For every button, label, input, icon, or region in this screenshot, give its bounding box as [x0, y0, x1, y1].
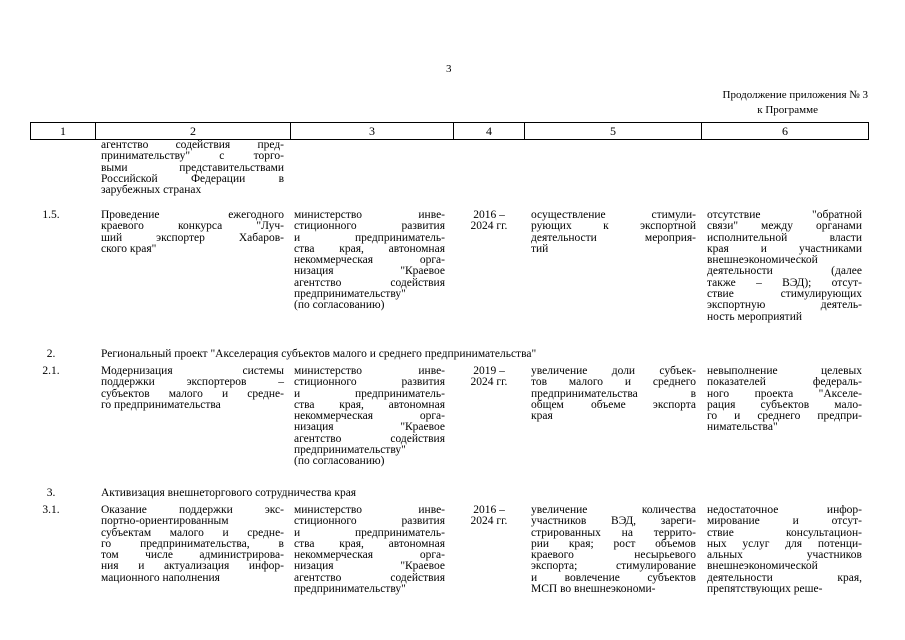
expected-result-line: рующих к экспортной — [531, 220, 696, 233]
period-line: 2019 – — [473, 365, 505, 377]
responsible-executor-line: и предприниматель- — [294, 526, 445, 539]
consequences-line: го и среднего предпри- — [707, 410, 862, 423]
row-number: 1.5. — [42, 209, 60, 221]
period-line: 2024 гг. — [470, 220, 508, 233]
column-header-5: 5 — [525, 123, 702, 140]
consequences-line: рация субъектов мало- — [707, 398, 862, 411]
consequences-line: внешнеэкономической — [707, 560, 818, 573]
event-name-line: ния и актуализация инфор- — [101, 560, 284, 573]
period-line: 2024 гг. — [470, 376, 508, 389]
event-name — [101, 210, 284, 255]
expected-result-line: участников ВЭД, зареги- — [531, 515, 696, 528]
responsible-executor-line: и предприниматель- — [294, 231, 445, 244]
expected-result-line: тов малого и среднего — [531, 376, 696, 389]
expected-result-line: общем объеме экспорта — [531, 398, 696, 411]
responsible-executor-line: ства края, автономная — [294, 537, 445, 550]
event-name-line: го предпринимательства — [101, 398, 221, 411]
consequences-line: недостаточное инфор- — [707, 504, 862, 516]
period — [462, 505, 516, 528]
responsible-executor-line: стиционного развития — [294, 376, 445, 389]
consequences-line: деятельности (далее — [707, 265, 862, 278]
event-name-line: мационного наполнения — [101, 571, 220, 584]
continuation-line-2: к Программе — [757, 104, 818, 116]
expected-result-line: экспорта; стимулирование — [531, 560, 696, 573]
period-line: 2024 гг. — [470, 515, 508, 528]
consequences — [707, 505, 862, 595]
expected-result-line: осуществление стимули- — [531, 209, 696, 221]
responsible-executor-line: министерство инве- — [294, 504, 445, 516]
section-title: Региональный проект "Акселерация субъектов малого и среднего предпринимательства" — [101, 348, 537, 360]
event-name-line: поддержки экспортеров – — [101, 376, 284, 389]
event-name-line: субъектов малого и средне- — [101, 387, 284, 400]
row-number: 3. — [46, 487, 56, 499]
expected-result — [531, 210, 696, 255]
column-header-4: 4 — [454, 123, 525, 140]
continuation-note — [723, 88, 868, 118]
consequences-line: ствие стимулирующих — [707, 288, 862, 301]
column-header-1: 1 — [31, 123, 96, 140]
consequences-line: экспортную деятель- — [707, 299, 862, 312]
column-header-row — [30, 122, 869, 140]
consequences-line: внешнеэкономической — [707, 254, 818, 267]
expected-result-line: увеличение доли субъек- — [531, 365, 696, 377]
responsible-executor-line: ства края, автономная — [294, 398, 445, 411]
expected-result-line: тий — [531, 242, 549, 255]
fragment-text-line: выми представительствами — [101, 161, 284, 174]
consequences-line: нимательства" — [707, 421, 778, 434]
fragment-text-line: Российской Федерации в — [101, 172, 284, 185]
expected-result — [531, 505, 696, 595]
expected-result-line: МСП во внешнеэкономи- — [531, 583, 656, 596]
fragment-text-line: принимательству" с торго- — [101, 150, 284, 163]
responsible-executor-line: низация "Краевое — [294, 421, 445, 434]
section-title: Активизация внешнеторгового сотрудничества края — [101, 487, 357, 499]
expected-result-line: краевого несырьевого — [531, 549, 696, 562]
expected-result-line: деятельности мероприя- — [531, 231, 696, 244]
responsible-executor-line: некоммерческая орга- — [294, 549, 445, 562]
consequences-line: ность мероприятий — [707, 310, 803, 323]
column-header-6: 6 — [702, 123, 869, 140]
event-name — [101, 366, 284, 411]
period-line: 2016 – — [473, 504, 505, 516]
event-name-line: Проведение ежегодного — [101, 209, 284, 221]
event-name — [101, 505, 284, 584]
event-name-line: субъектам малого и средне- — [101, 526, 284, 539]
responsible-executor-line: предпринимательству" — [294, 288, 406, 301]
consequences-line: отсутствие "обратной — [707, 209, 862, 221]
consequences-line: ствие консультацион- — [707, 526, 862, 539]
responsible-executor-line: министерство инве- — [294, 365, 445, 377]
responsible-executor-line: агентство содействия — [294, 432, 445, 445]
expected-result — [531, 366, 696, 422]
responsible-executor — [294, 210, 445, 312]
responsible-executor-line: низация "Краевое — [294, 265, 445, 278]
consequences-line: невыполнение целевых — [707, 365, 862, 377]
expected-result-line: стрированных на террито- — [531, 526, 696, 539]
page-number: 3 — [446, 63, 452, 75]
column-header-3: 3 — [291, 123, 454, 140]
fragment-text-line: зарубежных странах — [101, 184, 202, 197]
consequences — [707, 210, 862, 323]
responsible-executor-line: министерство инве- — [294, 209, 445, 221]
expected-result-line: рии края; рост объемов — [531, 537, 696, 550]
consequences-line: ного проекта "Акселе- — [707, 387, 862, 400]
event-name-line: том числе администрирова- — [101, 549, 284, 562]
consequences-line: связи" между органами — [707, 220, 862, 233]
consequences-line: также – ВЭД); отсут- — [707, 276, 862, 289]
period — [462, 366, 516, 389]
consequences-line: препятствующих реше- — [707, 583, 823, 596]
expected-result-line: предпринимательства в — [531, 387, 696, 400]
row-number: 3.1. — [42, 504, 60, 516]
responsible-executor-line: ства края, автономная — [294, 242, 445, 255]
responsible-executor — [294, 366, 445, 468]
period — [462, 210, 516, 233]
consequences-line: мирование и отсут- — [707, 515, 862, 528]
event-name-line: ший экспортер Хабаров- — [101, 231, 284, 244]
responsible-executor-line: некоммерческая орга- — [294, 410, 445, 423]
expected-result-line: и вовлечение субъектов — [531, 571, 696, 584]
responsible-executor-line: стиционного развития — [294, 220, 445, 233]
consequences-line: показателей федераль- — [707, 376, 862, 389]
event-name-line: Модернизация системы — [101, 365, 284, 377]
responsible-executor-line: (по согласованию) — [294, 455, 385, 468]
event-name-line: Оказание поддержки экс- — [101, 504, 284, 516]
responsible-executor-line: предпринимательству" — [294, 444, 406, 457]
event-name-line: краевого конкурса "Луч- — [101, 220, 284, 233]
period-line: 2016 – — [473, 209, 505, 221]
expected-result-line: увеличение количества — [531, 504, 696, 516]
consequences — [707, 366, 862, 434]
responsible-executor-line: стиционного развития — [294, 515, 445, 528]
responsible-executor-line: низация "Краевое — [294, 560, 445, 573]
column-header-2: 2 — [96, 123, 291, 140]
row-number: 2. — [46, 348, 56, 360]
consequences-line: края и участниками — [707, 242, 862, 255]
continuation-line-1: Продолжение приложения № 3 — [722, 89, 868, 101]
fragment-text-line: агентство содействия пред- — [101, 139, 284, 151]
row-number: 2.1. — [42, 365, 60, 377]
consequences-line: деятельности края, — [707, 571, 862, 584]
responsible-executor-line: и предприниматель- — [294, 387, 445, 400]
consequences-line: ных услуг для потенци- — [707, 537, 862, 550]
responsible-executor-line: предпринимательству" — [294, 583, 406, 596]
expected-result-line: края — [531, 410, 553, 423]
responsible-executor — [294, 505, 445, 595]
event-name-line: го предпринимательства, в — [101, 537, 284, 550]
responsible-executor-line: агентство содействия — [294, 571, 445, 584]
responsible-executor-line: некоммерческая орга- — [294, 254, 445, 267]
consequences-line: альных участников — [707, 549, 862, 562]
consequences-line: исполнительной власти — [707, 231, 862, 244]
fragment-text — [101, 140, 284, 196]
responsible-executor-line: агентство содействия — [294, 276, 445, 289]
responsible-executor-line: (по согласованию) — [294, 299, 385, 312]
event-name-line: ского края" — [101, 242, 157, 255]
event-name-line: портно-ориентированным — [101, 515, 229, 528]
